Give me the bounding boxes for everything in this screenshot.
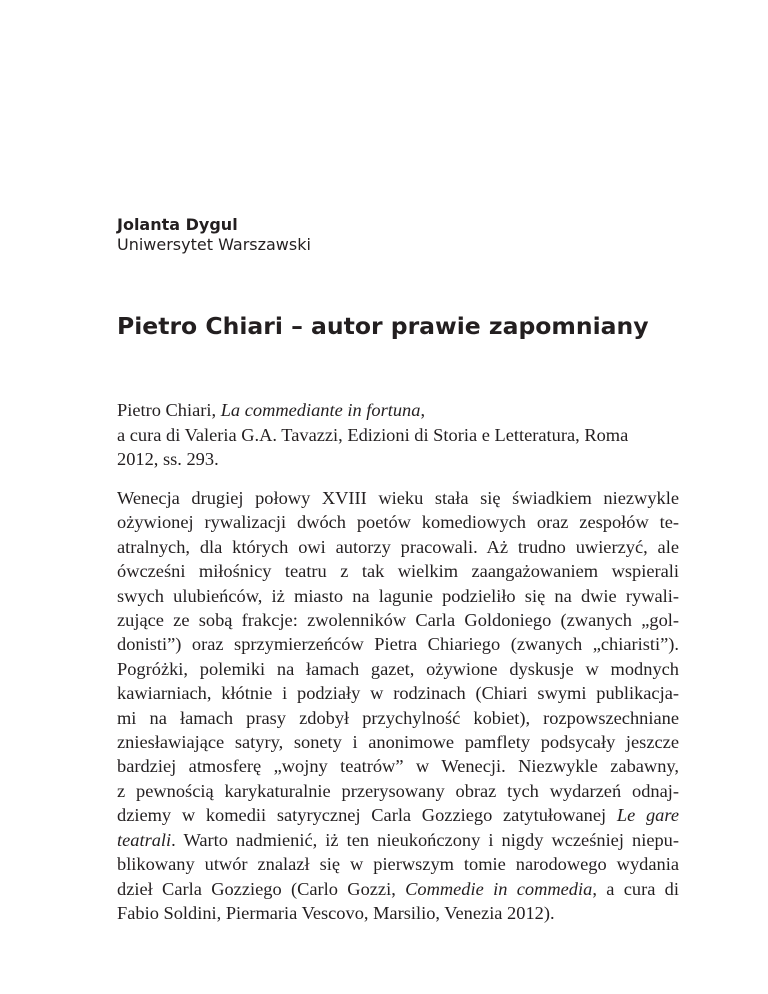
body-line: kawiarniach, kłótnie i podziały w rodzinach (Chiari swymi publikacja- [117,683,679,704]
body-paragraph [117,486,679,925]
body-line: zniesławiające satyry, sonety i anonimowe pamflety podsycały jeszcze [117,732,679,753]
body-line: ożywionej rywalizacji dwóch poetów komediowych oraz zespołów te- [117,512,679,533]
play-title: Le gare [616,805,679,826]
body-line: bardziej atmosferę „wojny teatrów” w Wenecji. Niezwykle zabawny, [117,756,679,777]
body-line: Wenecja drugiej połowy XVIII wieku stała się świadkiem niezwykle [117,488,679,508]
bib-line: 2012, ss. 293. [117,449,219,469]
body-text-segment: dzieł Carla Gozziego (Carlo Gozzi, [117,878,406,899]
body-line: mi na łamach prasy zdobył przychylność kobiet), rozpowszechniane [117,707,679,728]
body-line [117,877,679,901]
body-line: zujące ze sobą frakcje: zwolenników Carla Goldoniego (zwanych „gol- [117,610,679,631]
body-line: Pogróżki, polemiki na łamach gazet, ożywione dyskusje w modnych [117,658,679,679]
author-name: Jolanta Dygul [117,215,238,234]
body-line [117,828,679,852]
play-title-cont: teatrali [117,829,172,850]
body-text-segment: , a cura di [592,878,679,899]
body-line [117,803,679,827]
body-line: z pewnością karykaturalnie przerysowany obraz tych wydarzeń odnaj- [117,780,679,801]
article-title: Pietro Chiari – autor prawie zapomniany [117,312,649,340]
author-block [117,215,311,255]
edition-title: Commedie in commedia [405,878,593,899]
body-line: ówcześni miłośnicy teatru z tak wielkim zaangażowaniem wspierali [117,561,679,582]
body-line: Fabio Soldini, Piermaria Vescovo, Marsilio, Venezia 2012). [117,902,555,923]
body-line: donisti”) oraz sprzymierzeńców Pietra Chiariego (zwanych „chiaristi”). [117,634,679,655]
body-line: atralnych, dla których owi autorzy pracowali. Aż trudno uwierzyć, ale [117,536,679,557]
body-line: swych ulubieńców, iż miasto na lagunie podzieliło się na dwie rywali- [117,585,679,606]
bib-punct: , [420,400,426,420]
bib-line [117,398,677,423]
bib-line: a cura di Valeria G.A. Tavazzi, Edizioni di Storia e Letteratura, Roma [117,424,629,445]
body-line: blikowany utwór znalazł się w pierwszym tomie narodowego wydania [117,854,679,875]
bibliographic-note [117,398,677,472]
bib-author-text: Pietro Chiari, [117,400,221,420]
body-text-segment: . Warto nadmienić, iż ten nieukończony i nigdy wcześniej niepu- [171,829,679,850]
author-affiliation: Uniwersytet Warszawski [117,235,311,254]
bib-book-title: La commediante in fortuna [220,400,421,420]
body-text-segment: dziemy w komedii satyrycznej Carla Gozziego zatytułowanej [117,805,617,826]
